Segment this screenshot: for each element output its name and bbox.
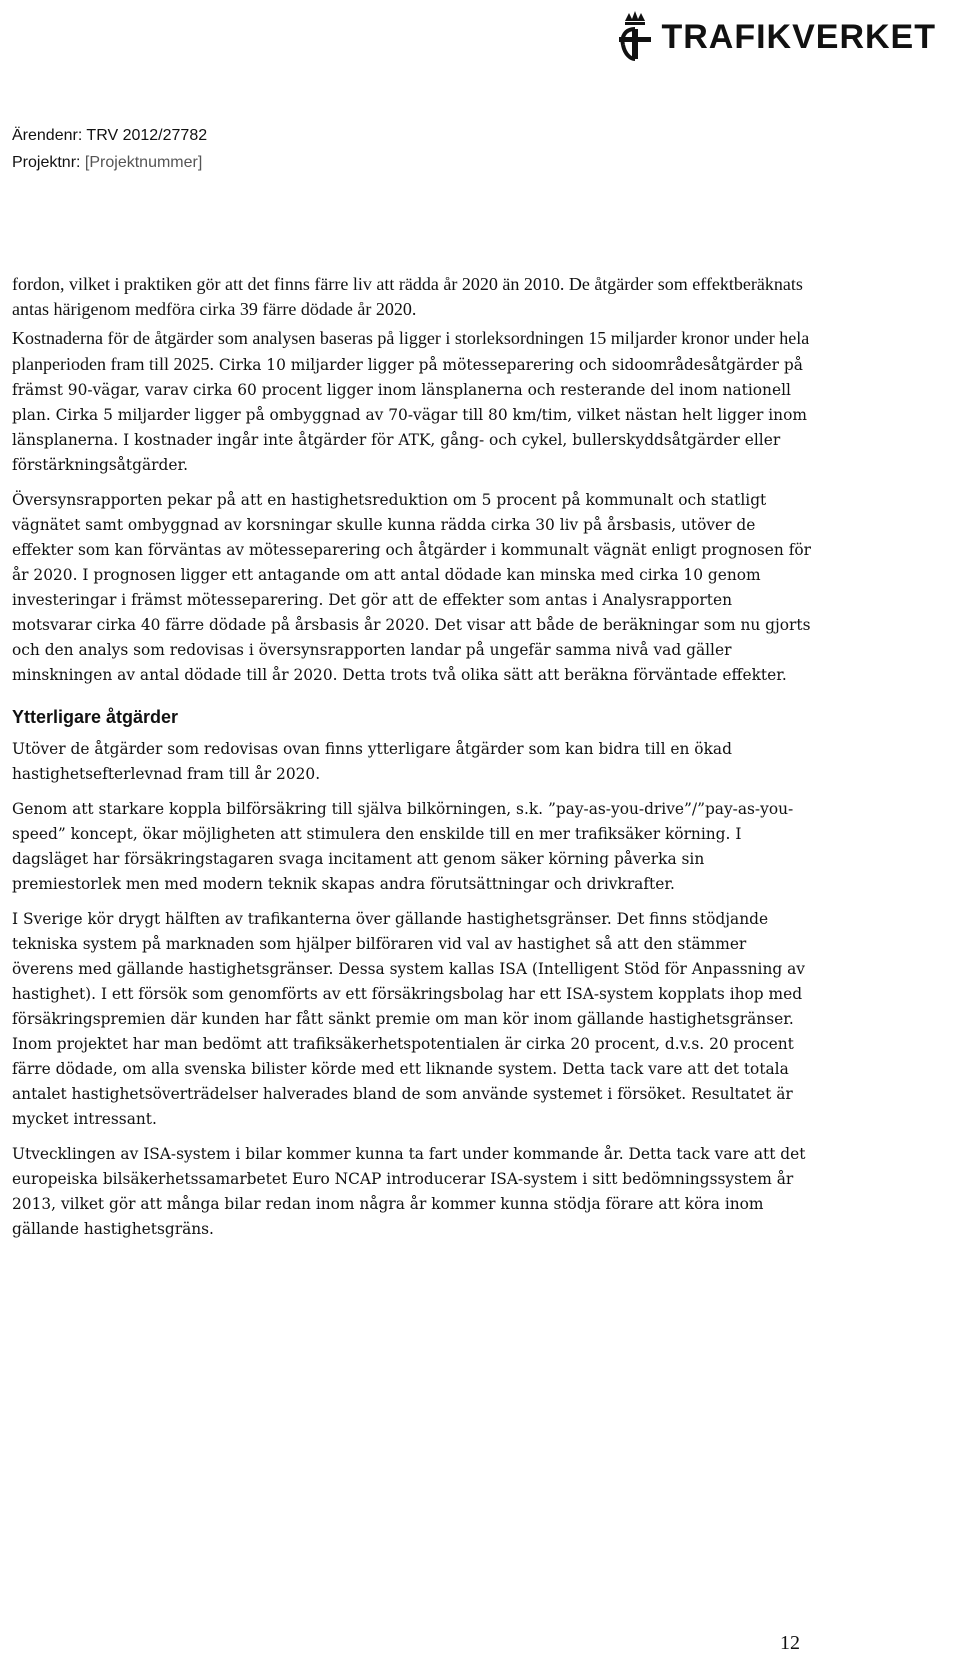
arende-number: Ärendenr: TRV 2012/27782 [12,127,208,144]
page-number: 12 [780,1632,800,1654]
document-meta [12,122,207,176]
paragraph-2-rest: Cirka 10 miljarder ligger på mötesseparering och sidoområdesåtgärder på främst 90-vägar, varav cirka 60 procent ligger inom länsplanerna och resterande del inom nationell plan. Cirka 5 miljarder ligger på ombyggnad av 70-vägar till 80 km/tim, vilket nästan helt ligger inom länsplanerna. I kostnader ingår inte åtgärder för ATK, gång- och cykel, bullerskyddsåtgärder eller förstärkningsåtgärder. [12,356,807,474]
crown-emblem-icon [615,7,655,67]
projekt-label: Projektnr: [12,154,85,171]
projekt-placeholder: [Projektnummer] [84,154,203,171]
paragraph-6: I Sverige kör drygt hälften av trafikanterna över gällande hastighetsgränser. Det finns stödjande tekniska system på marknaden som hjälper bilföraren vid val av hastighet så att den stämmer överens med gällande hastighetsgränser. Dessa system kallas ISA (Intelligent Stöd för Anpassning av hastighet). I ett försök som genomförts av ett försäkringsbolag har ett ISA-system kopplats ihop med försäkringspremien där kunden har fått sänkt premie om man kör inom gällande hastighetsgränser. Inom projektet har man bedömt att trafiksäkerhetspotentialen är cirka 20 procent, d.v.s. 20 procent färre dödade, om alla svenska bilister körde med ett liknande system. Detta tack vare att det totala antalet hastighetsöverträdelser halverades bland de som använde systemet i försöket. Resultatet är mycket intressant. [12,910,805,1128]
trafikverket-logo [615,6,936,68]
paragraph-5: Genom att starkare koppla bilförsäkring till själva bilkörningen, s.k. ”pay-as-you-drive”/”pay-as-you-speed” koncept, ökar möjligheten att stimulera den enskilde till en mer trafiksäker körning. I dagsläget har försäkringstagaren svaga incitament att genom säker körning påverka sin premiestorlek men med modern teknik skapas andra förutsättningar och drivkrafter. [12,800,794,893]
paragraph-3: Översynsrapporten pekar på att en hastighetsreduktion om 5 procent på kommunalt och statligt vägnätet samt ombyggnad av korsningar skulle kunna rädda cirka 30 liv på årsbasis, utöver de effekter som kan förväntas av mötesseparering och åtgärder i kommunalt vägnät enligt prognosen för år 2020. I prognosen ligger ett antagande om att antal dödade kan minska med cirka 10 genom investeringar i främst mötesseparering. Det gör att de effekter som antas i Analysrapporten motsvarar cirka 40 färre dödade på årsbasis år 2020. Det visar att både de beräkningar som nu gjorts och den analys som redovisas i översynsrapporten landar på ungefär samma nivå vad gäller minskningen av antal dödade till år 2020. Detta trots två olika sätt att beräkna förväntade effekter. [12,491,812,684]
logo-wordmark: TRAFIKVERKET [661,17,936,56]
paragraph-2 [12,326,812,478]
paragraph-2-lead: Kostnaderna för de åtgärder som analysen baseras på ligger i storleksordningen 15 miljarder kronor under hela planperioden fram till 2025. [12,328,810,374]
paragraph-7: Utvecklingen av ISA-system i bilar kommer kunna ta fart under kommande år. Detta tack vare att det europeiska bilsäkerhetssamarbetet Euro NCAP introducerar ISA-system i sitt bedömningssystem år 2013, vilket gör att många bilar redan inom några år kommer kunna stödja förare att köra inom gällande hastighetsgräns. [12,1145,806,1238]
document-body [12,272,812,1252]
projekt-number [12,149,207,176]
paragraph-4: Utöver de åtgärder som redovisas ovan finns ytterligare åtgärder som kan bidra till en ökad hastighetsefterlevnad fram till år 2020. [12,740,732,783]
section-heading: Ytterligare åtgärder [12,707,179,727]
paragraph-1: fordon, vilket i praktiken gör att det finns färre liv att rädda år 2020 än 2010. De åtgärder som effektberäknats antas härigenom medföra cirka 39 färre dödade år 2020. [12,274,803,319]
